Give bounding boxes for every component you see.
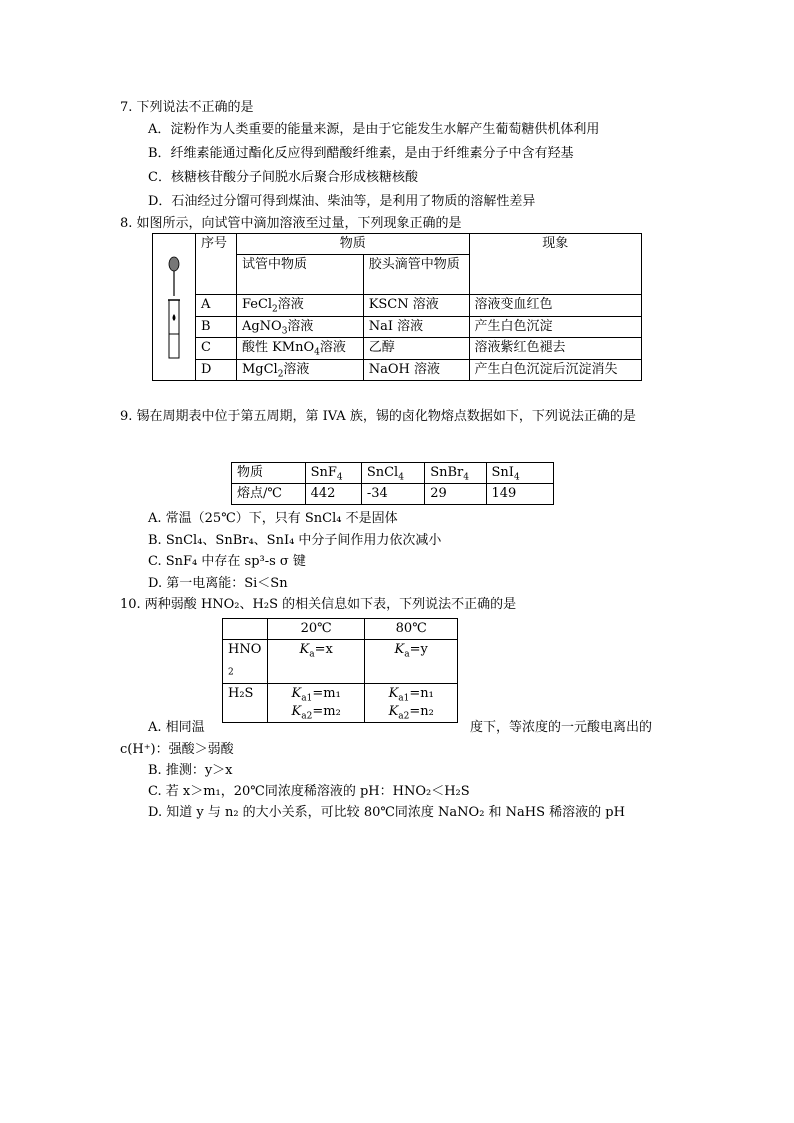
header-dropper-substance: 胶头滴管中物质 [363,255,469,295]
q8-table [152,233,642,381]
row-b-dropper: NaI 溶液 [363,316,469,338]
row-c-phenomenon: 溶液紫红色褪去 [469,338,642,360]
q10-stem: 10. 两种弱酸 HNO₂、H₂S 的相关信息如下表，下列说法不正确的是 [120,597,517,612]
q10-h2s-ka-20: $K_{a1}=m_1$ $K_{a2}=m_2$ [267,684,365,723]
header-substance: 物质 [236,234,469,255]
q9-substance-snf4: SnF$_4$ [305,463,361,484]
q9-substance-sncl4: SnCl$_4$ [361,463,424,484]
q9-row-label-mp: 熔点/℃ [232,484,306,505]
row-b-phenomenon: 产生白色沉淀 [469,316,642,338]
row-c-id: C [196,338,237,360]
header-phenomenon: 现象 [469,234,642,295]
q9-option-a: A. 常温（25℃）下，只有 SnCl₄ 不是固体 [148,511,398,526]
row-c-tube: 酸性 KMnO$_4$溶液 [236,338,363,360]
q9-option-c: C. SnF₄ 中存在 sp³-s σ 键 [148,554,306,569]
q9-row-label-substance: 物质 [232,463,306,484]
header-seq: 序号 [196,234,237,295]
q10-temp-20: 20℃ [267,619,365,640]
q9-substance-snbr4: SnBr$_4$ [425,463,486,484]
row-a-phenomenon: 溶液变血红色 [469,295,642,317]
q10-option-a-line2: c(H⁺)：强酸＞弱酸 [120,742,234,757]
q7-option-a: A．淀粉作为人类重要的能量来源，是由于它能发生水解产生葡萄糖供机体利用 [148,122,600,137]
row-d-dropper: NaOH 溶液 [363,359,469,381]
test-tube-dropper-icon [153,234,195,374]
header-tube-substance: 试管中物质 [236,255,363,295]
q10-hno2-ka-20: $K_a=x$ [267,640,365,684]
row-d-tube: MgCl$_2$溶液 [236,359,363,381]
q10-hno2-label: $HNO_2$ [223,640,268,684]
row-d-id: D [196,359,237,381]
q9-mp-sni4: 149 [486,484,553,505]
q10-option-c: C. 若 x＞m₁，20℃同浓度稀溶液的 pH：HNO₂＜H₂S [148,784,470,799]
q10-option-a-part1: A. 相同温 [148,720,205,735]
q10-corner [223,619,268,640]
q9-mp-snbr4: 29 [425,484,486,505]
q9-table [231,462,554,505]
q10-option-a-part2: 度下，等浓度的一元酸电离出的 [470,720,653,735]
q9-option-b: B. SnCl₄、SnBr₄、SnI₄ 中分子间作用力依次减小 [148,533,442,548]
q10-option-b: B. 推测：y＞x [148,763,233,778]
row-b-tube: AgNO$_3$溶液 [236,316,363,338]
q10-table [222,618,458,723]
q9-mp-sncl4: -34 [361,484,424,505]
row-a-id: A [196,295,237,317]
q10-h2s-ka-80: $K_{a1}=n_1$ $K_{a2}=n_2$ [365,684,458,723]
row-c-dropper: 乙醇 [363,338,469,360]
row-a-tube: FeCl$_2$溶液 [236,295,363,317]
q9-option-d: D. 第一电离能：Si＜Sn [148,576,288,591]
q10-h2s-label: H₂S [223,684,268,723]
row-a-dropper: KSCN 溶液 [363,295,469,317]
q7-option-c: C．核糖核苷酸分子间脱水后聚合形成核糖核酸 [148,170,418,185]
q10-option-d: D. 知道 y 与 n₂ 的大小关系，可比较 80℃同浓度 NaNO₂ 和 NaHS 稀溶液的 pH [148,805,625,820]
q9-mp-snf4: 442 [305,484,361,505]
q7-option-d: D．石油经过分馏可得到煤油、柴油等，是利用了物质的溶解性差异 [148,194,536,209]
q9-stem: 9. 锡在周期表中位于第五周期，第 IVA 族，锡的卤化物熔点数据如下，下列说法正确的是 [120,409,636,424]
q10-temp-80: 80℃ [365,619,458,640]
q7-option-b: B．纤维素能通过酯化反应得到醋酸纤维素，是由于纤维素分子中含有羟基 [148,146,574,161]
row-d-phenomenon: 产生白色沉淀后沉淀消失 [469,359,642,381]
test-tube-illustration [153,234,196,381]
q9-substance-sni4: SnI$_4$ [486,463,553,484]
q8-stem: 8. 如图所示，向试管中滴加溶液至过量，下列现象正确的是 [120,216,462,231]
row-b-id: B [196,316,237,338]
q7-stem: 7. 下列说法不正确的是 [120,100,254,115]
q10-hno2-ka-80: $K_a=y$ [365,640,458,684]
